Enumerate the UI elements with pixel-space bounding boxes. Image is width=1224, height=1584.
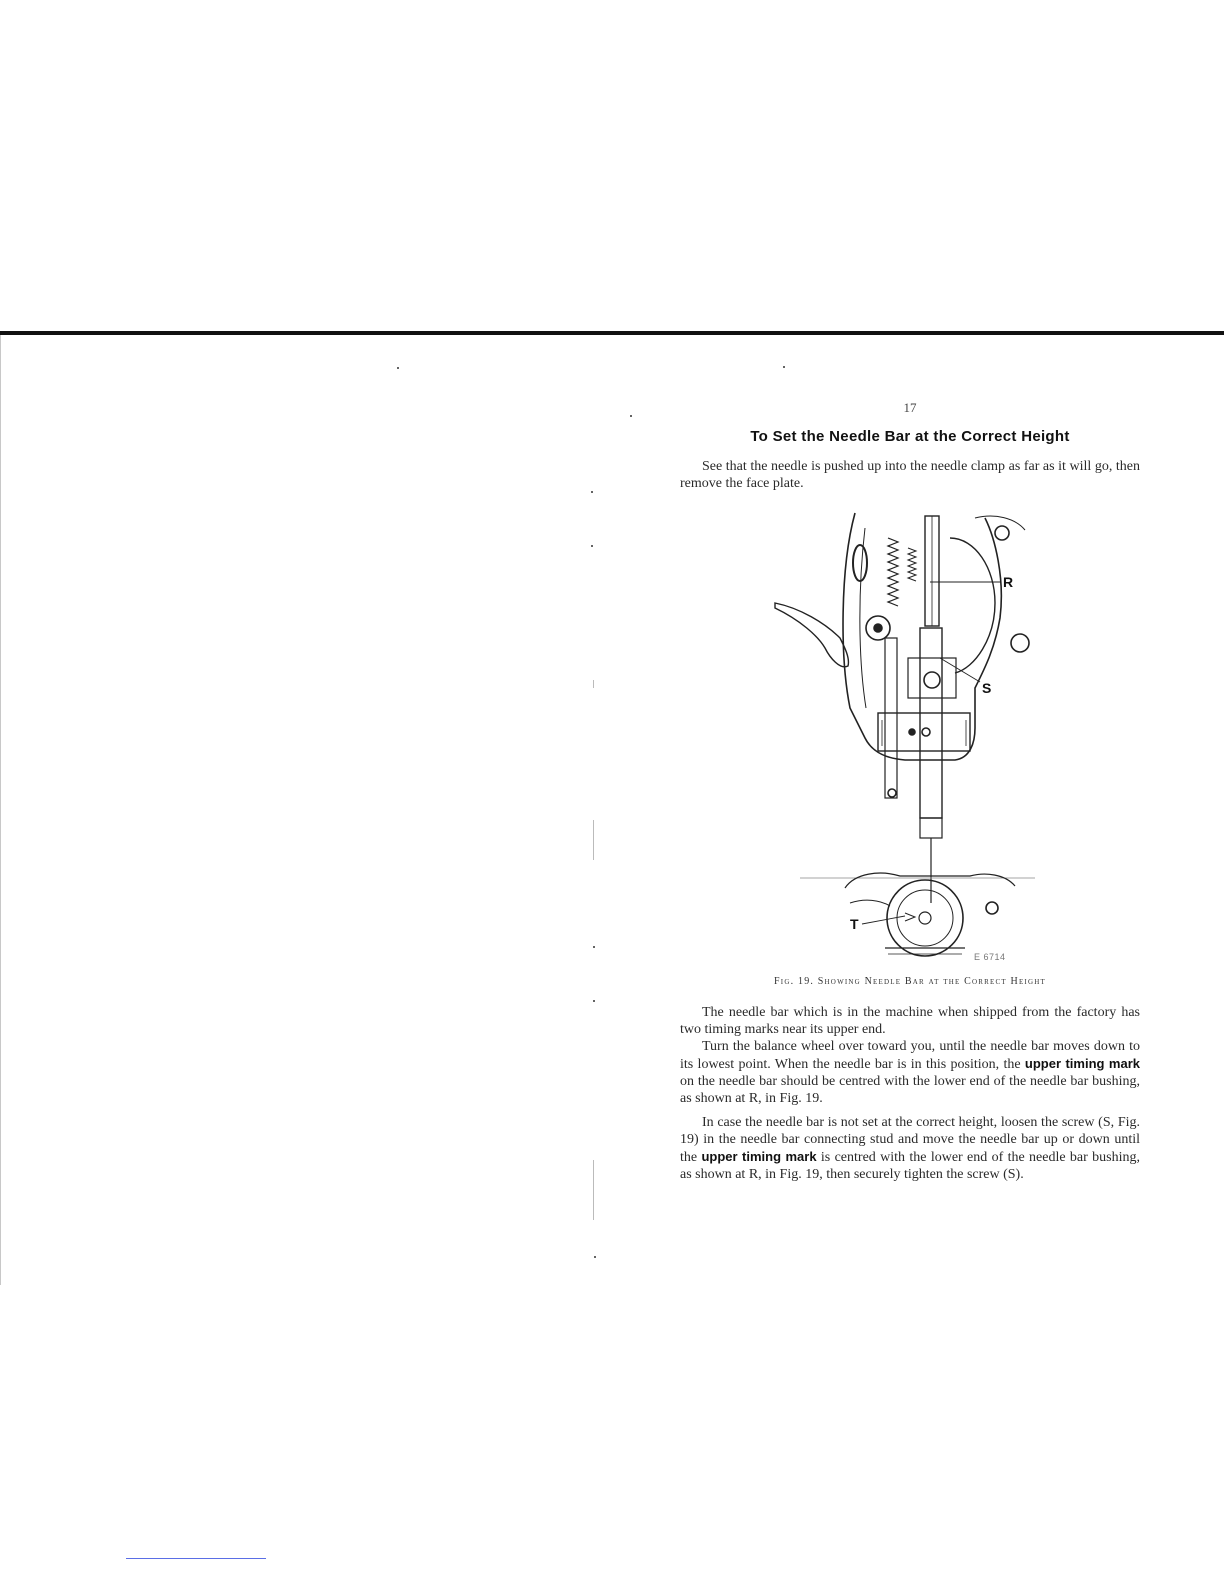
paragraph-text: Turn the balance wheel over toward you, until the needle bar moves down to its lowest point. When the needle bar is in this position, the [680,1039,1140,1072]
scan-speck [630,415,632,417]
figure-caption: Fig. 19. Showing Needle Bar at the Correct Height [774,976,1046,987]
label-t: T [850,916,859,932]
paragraph-text: on the needle bar should be centred with the lower end of the needle bar bushing, as shown at R, in Fig. 19. [680,1074,1140,1106]
scan-speck [593,946,595,948]
gutter-mark [593,680,594,688]
paragraph-text: In case the needle bar is not set at the correct height, loosen the screw (S, Fig. 19) in the needle bar connecting stud and move the needle bar up or down until the [680,1115,1140,1165]
scan-speck [594,1256,596,1258]
scan-speck [397,367,399,369]
top-rule [0,331,1224,335]
scan-speck [591,491,593,493]
paragraph-text: is centred with the lower end of the needle bar bushing, as shown at R, in Fig. 19, then securely tighten the screw (S). [680,1150,1140,1182]
paragraph-balance-wheel [680,1038,1140,1107]
paragraph-timing-marks: The needle bar which is in the machine when shipped from the factory has two timing marks near its upper end. [680,1005,1140,1037]
left-page-edge [0,335,1,1285]
keyword-upper-timing-mark: upper timing mark [701,1149,817,1164]
gutter-mark [593,820,594,860]
scan-speck [783,366,785,368]
bottom-link-underline [126,1558,266,1559]
paragraph-adjust-height [680,1114,1140,1183]
figure-code: E 6714 [974,952,1006,962]
needle-bar-figure [770,508,1060,966]
scan-speck [593,1000,595,1002]
keyword-upper-timing-mark: upper timing mark [1024,1056,1140,1071]
label-s: S [982,680,992,696]
page-number: 17 [903,400,917,415]
intro-paragraph: See that the needle is pushed up into the needle clamp as far as it will go, then remove the face plate. [680,459,1140,491]
section-heading: To Set the Needle Bar at the Correct Height [750,428,1070,445]
sewing-machine-head-illustration [770,508,1060,966]
gutter-mark [593,1160,594,1220]
label-r: R [1003,574,1014,590]
scan-speck [591,545,593,547]
